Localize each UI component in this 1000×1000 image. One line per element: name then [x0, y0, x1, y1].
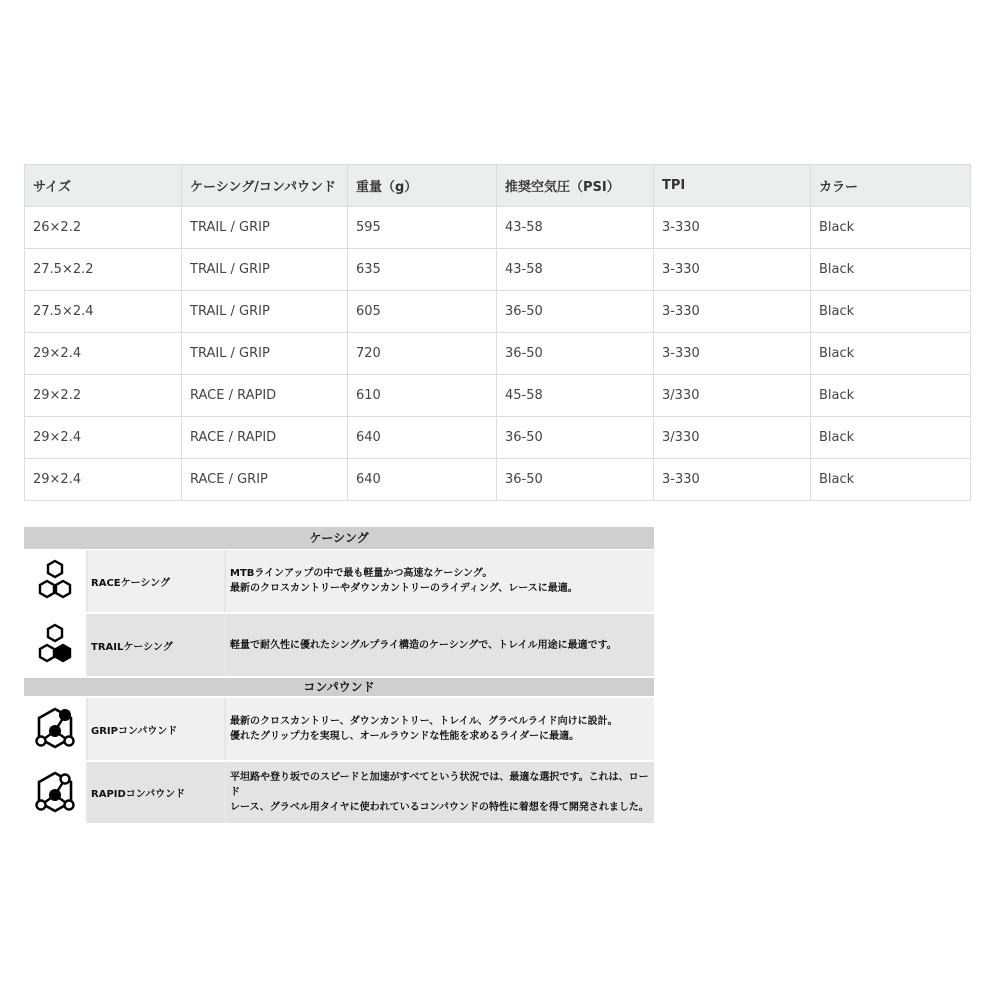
- cell-pressure: 36-50: [497, 333, 654, 375]
- cell-pressure: 43-58: [497, 249, 654, 291]
- rapid-compound-description: [226, 762, 654, 823]
- description-line: MTBラインアップの中で最も軽量かつ高速なケーシング。: [230, 568, 493, 579]
- legend-row-race-casing: [24, 550, 654, 612]
- cell-weight: 640: [348, 417, 497, 459]
- table-row: [25, 249, 971, 291]
- cell-casing-compound: RACE / RAPID: [182, 375, 348, 417]
- table-row: [25, 291, 971, 333]
- rapid-compound-name: RAPIDコンパウンド: [88, 762, 226, 823]
- cell-size: 26×2.2: [25, 207, 182, 249]
- description-line: 最新のクロスカントリーやダウンカントリーのライディング、レースに最適。: [230, 583, 578, 594]
- trail-casing-description: [226, 614, 654, 676]
- rapid-compound-icon: [24, 762, 88, 823]
- cell-casing-compound: TRAIL / GRIP: [182, 207, 348, 249]
- table-header-row: [25, 165, 971, 207]
- cell-tpi: 3-330: [654, 459, 811, 501]
- cell-size: 29×2.4: [25, 333, 182, 375]
- cell-pressure: 36-50: [497, 291, 654, 333]
- header-size: サイズ: [25, 165, 182, 207]
- cell-size: 27.5×2.2: [25, 249, 182, 291]
- legend-panel: [24, 527, 654, 823]
- cell-color: Black: [811, 333, 971, 375]
- cell-weight: 595: [348, 207, 497, 249]
- cell-pressure: 45-58: [497, 375, 654, 417]
- cell-color: Black: [811, 207, 971, 249]
- cell-tpi: 3-330: [654, 333, 811, 375]
- header-pressure: 推奨空気圧（PSI）: [497, 165, 654, 207]
- cell-color: Black: [811, 417, 971, 459]
- race-casing-icon: [24, 550, 88, 612]
- header-weight: 重量（g）: [348, 165, 497, 207]
- trail-casing-icon: [24, 614, 88, 676]
- cell-size: 29×2.2: [25, 375, 182, 417]
- cell-casing-compound: RACE / GRIP: [182, 459, 348, 501]
- table-row: [25, 459, 971, 501]
- cell-color: Black: [811, 291, 971, 333]
- cell-pressure: 43-58: [497, 207, 654, 249]
- grip-compound-name: GRIPコンパウンド: [88, 698, 226, 760]
- compound-section-title: コンパウンド: [24, 678, 654, 696]
- table-row: [25, 207, 971, 249]
- cell-casing-compound: TRAIL / GRIP: [182, 291, 348, 333]
- description-line: 最新のクロスカントリー、ダウンカントリー、トレイル、グラベルライド向けに設計。: [230, 716, 618, 727]
- description-line: 軽量で耐久性に優れたシングルプライ構造のケーシングで、トレイル用途に最適です。: [230, 639, 617, 651]
- table-row: [25, 333, 971, 375]
- cell-casing-compound: RACE / RAPID: [182, 417, 348, 459]
- cell-weight: 635: [348, 249, 497, 291]
- cell-tpi: 3-330: [654, 291, 811, 333]
- legend-row-trail-casing: [24, 614, 654, 676]
- trail-casing-name: TRAILケーシング: [88, 614, 226, 676]
- spec-table: [24, 164, 971, 501]
- cell-size: 29×2.4: [25, 417, 182, 459]
- header-casing-compound: ケーシング/コンパウンド: [182, 165, 348, 207]
- description-line: 優れたグリップ力を実現し、オールラウンドな性能を求めるライダーに最適。: [230, 731, 580, 742]
- cell-weight: 720: [348, 333, 497, 375]
- cell-tpi: 3-330: [654, 249, 811, 291]
- cell-tpi: 3/330: [654, 375, 811, 417]
- cell-size: 29×2.4: [25, 459, 182, 501]
- race-casing-description: [226, 550, 654, 612]
- cell-casing-compound: TRAIL / GRIP: [182, 333, 348, 375]
- casing-section-title: ケーシング: [24, 527, 654, 549]
- table-row: [25, 375, 971, 417]
- cell-tpi: 3-330: [654, 207, 811, 249]
- cell-color: Black: [811, 249, 971, 291]
- cell-pressure: 36-50: [497, 417, 654, 459]
- race-casing-name: RACEケーシング: [88, 550, 226, 612]
- cell-weight: 610: [348, 375, 497, 417]
- cell-pressure: 36-50: [497, 459, 654, 501]
- cell-color: Black: [811, 375, 971, 417]
- cell-tpi: 3/330: [654, 417, 811, 459]
- legend-row-grip-compound: [24, 698, 654, 760]
- header-color: カラー: [811, 165, 971, 207]
- header-tpi: TPI: [654, 165, 811, 207]
- cell-casing-compound: TRAIL / GRIP: [182, 249, 348, 291]
- cell-color: Black: [811, 459, 971, 501]
- cell-weight: 640: [348, 459, 497, 501]
- cell-weight: 605: [348, 291, 497, 333]
- table-row: [25, 417, 971, 459]
- legend-row-rapid-compound: [24, 762, 654, 823]
- description-line: レース、グラベル用タイヤに使われているコンパウンドの特性に着想を得て開発されました。: [230, 802, 649, 813]
- cell-size: 27.5×2.4: [25, 291, 182, 333]
- description-line: 平坦路や登り坂でのスピードと加速がすべてという状況では、最適な選択です。これは、ロード: [230, 772, 649, 798]
- grip-compound-description: [226, 698, 654, 760]
- grip-compound-icon: [24, 698, 88, 760]
